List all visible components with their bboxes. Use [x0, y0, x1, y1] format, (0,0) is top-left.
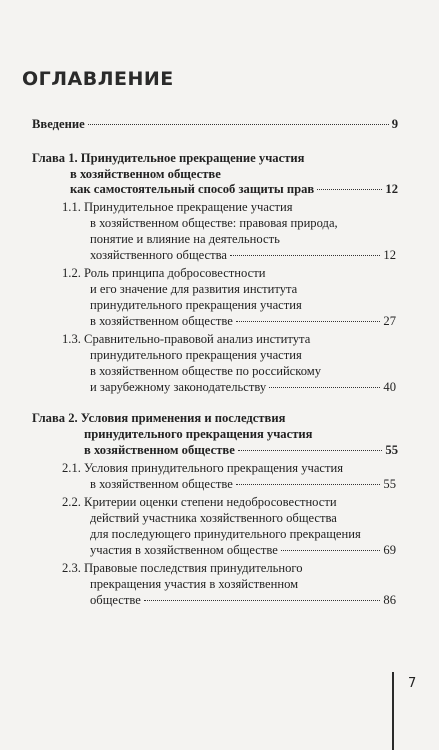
folio-rule: [392, 672, 394, 750]
chapter-2-title-line1[interactable]: Глава 2. Условия применения и последствия: [32, 411, 286, 425]
leader-dots: [144, 600, 381, 601]
section-1-1-line2: в хозяйственном обществе: правовая природа,: [90, 216, 338, 230]
toc-entry-label: участия в хозяйственном обществе: [90, 543, 278, 557]
leader-dots: [230, 255, 380, 256]
section-2-2-line1[interactable]: 2.2. Критерии оценки степени недобросовестности: [62, 495, 337, 509]
toc-entry-page: 55: [385, 443, 398, 457]
toc-entry-label: в хозяйственном обществе: [84, 443, 235, 457]
section-1-3-line2: принудительного прекращения участия: [90, 348, 302, 362]
toc-entry-page: 12: [385, 182, 398, 196]
section-1-2-line3: принудительного прекращения участия: [90, 298, 302, 312]
section-2-1-line2: [90, 476, 396, 492]
leader-dots: [281, 550, 381, 551]
section-2-2-line3: для последующего принудительного прекращения: [90, 527, 361, 541]
leader-dots: [88, 124, 389, 125]
chapter-1-title-line2: в хозяйственном обществе: [70, 167, 221, 181]
leader-dots: [236, 321, 381, 322]
section-2-3-line3: [90, 592, 396, 608]
toc-entry-label: как самостоятельный способ защиты прав: [70, 182, 315, 196]
section-2-2-line2: действий участника хозяйственного общества: [90, 511, 337, 525]
toc-entry-label: в хозяйственном обществе: [90, 314, 233, 328]
toc-entry-label: обществе: [90, 593, 141, 607]
chapter-2-title-line2: принудительного прекращения участия: [84, 427, 313, 441]
section-1-3-line3: в хозяйственном обществе по российскому: [90, 364, 322, 378]
toc-entry-page: 27: [383, 314, 396, 328]
leader-dots: [269, 387, 380, 388]
toc-entry-intro[interactable]: [32, 116, 398, 132]
leader-dots: [236, 484, 381, 485]
toc-entry-page: 12: [383, 248, 396, 262]
section-1-2-line2: и его значение для развития института: [90, 282, 298, 296]
section-1-2-line1[interactable]: 1.2. Роль принципа добросовестности: [62, 266, 266, 280]
toc-entry-label: и зарубежному законодательству: [90, 380, 267, 394]
toc-heading: ОГЛАВЛЕНИЕ: [22, 68, 174, 90]
toc-entry-page: 40: [383, 380, 396, 394]
section-2-3-line2: прекращения участия в хозяйственном: [90, 577, 299, 591]
section-1-2-line4: [90, 313, 396, 329]
section-1-1-line4: [90, 247, 396, 263]
toc-entry-page: 55: [383, 477, 396, 491]
leader-dots: [238, 450, 383, 451]
toc-entry-page: 69: [383, 543, 396, 557]
section-2-3-line1[interactable]: 2.3. Правовые последствия принудительного: [62, 561, 303, 575]
page-number: 7: [408, 676, 417, 691]
toc-entry-label: хозяйственного общества: [90, 248, 228, 262]
chapter-1-title-line3: [70, 181, 398, 197]
chapter-1-title-line1[interactable]: Глава 1. Принудительное прекращение участия: [32, 151, 305, 165]
section-1-3-line4: [90, 379, 396, 395]
section-1-1-line3: понятие и влияние на деятельность: [90, 232, 280, 246]
section-2-1-line1[interactable]: 2.1. Условия принудительного прекращения участия: [62, 461, 344, 475]
section-1-3-line1[interactable]: 1.3. Сравнительно-правовой анализ института: [62, 332, 311, 346]
toc-entry-page: 9: [391, 117, 398, 131]
toc-entry-label: в хозяйственном обществе: [90, 477, 233, 491]
toc-entry-page: 86: [383, 593, 396, 607]
toc-entry-label: Введение: [32, 117, 85, 131]
section-2-2-line4: [90, 542, 396, 558]
leader-dots: [317, 189, 382, 190]
section-1-1-line1[interactable]: 1.1. Принудительное прекращение участия: [62, 200, 293, 214]
chapter-2-title-line3: [84, 442, 398, 458]
